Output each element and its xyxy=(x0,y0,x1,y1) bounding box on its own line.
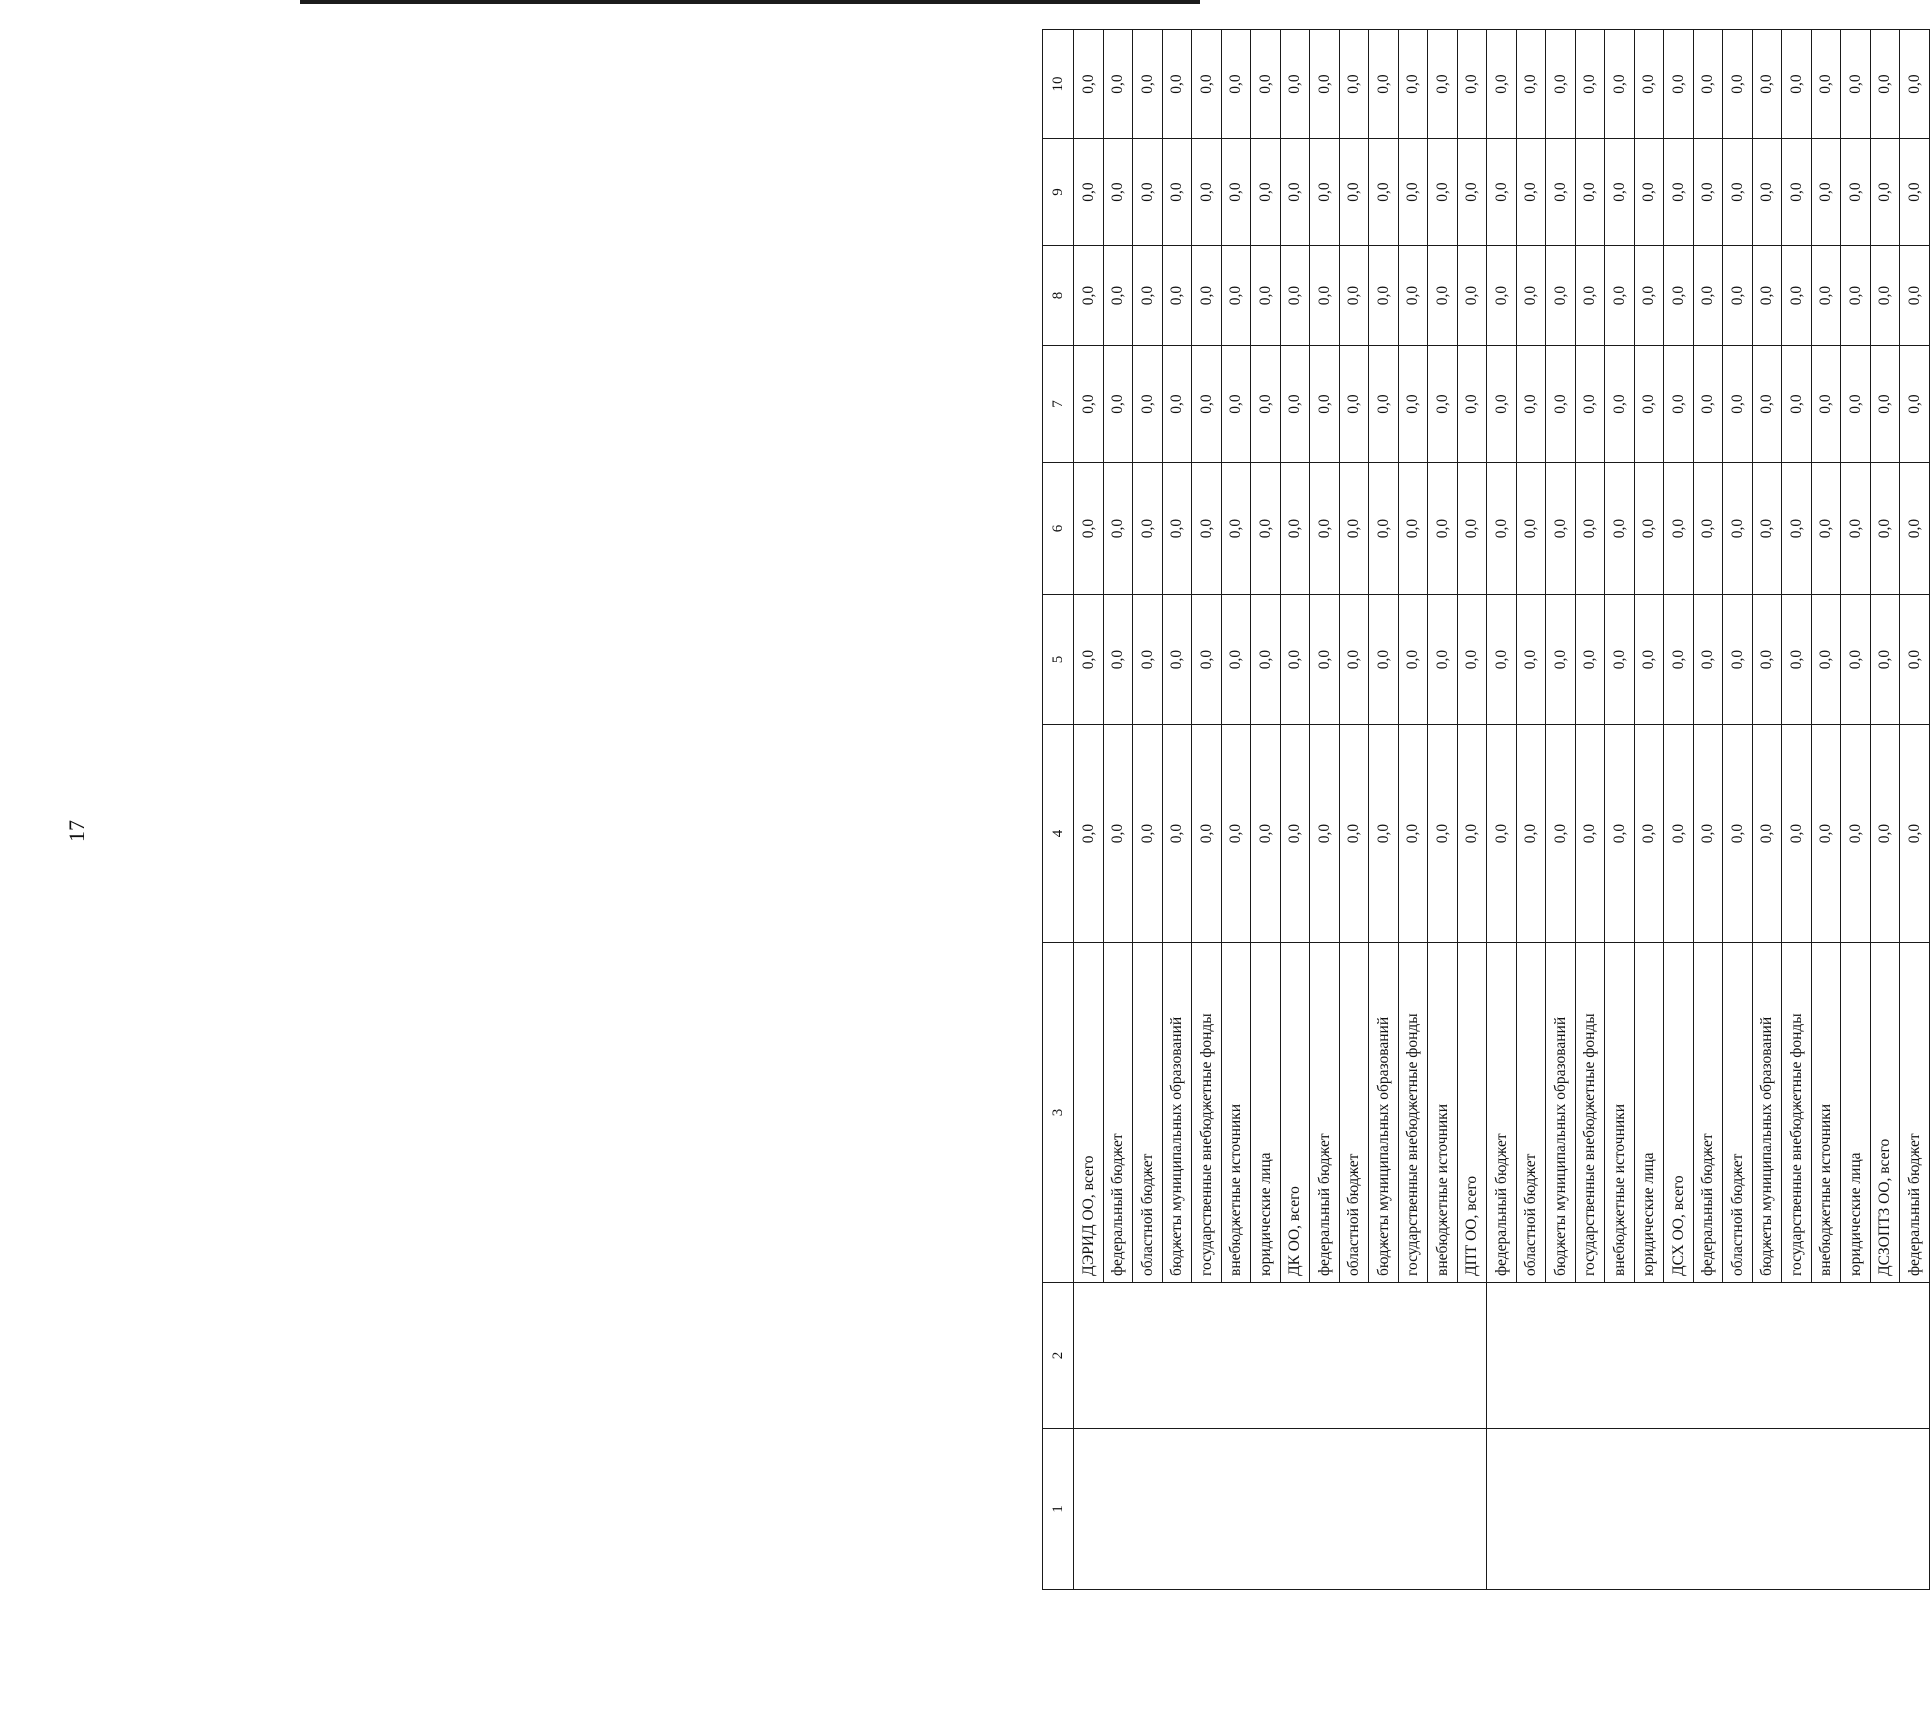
value-cell: 0,0 xyxy=(1870,246,1900,346)
value-cell: 0,0 xyxy=(1457,463,1487,595)
value-cell: 0,0 xyxy=(1162,30,1192,139)
value-cell: 0,0 xyxy=(1811,725,1841,943)
value-cell: 0,0 xyxy=(1782,725,1812,943)
value-cell: 0,0 xyxy=(1133,246,1163,346)
row-label: областной бюджет xyxy=(1339,943,1369,1283)
value-cell: 0,0 xyxy=(1310,30,1340,139)
value-cell: 0,0 xyxy=(1634,139,1664,246)
row-label: областной бюджет xyxy=(1516,943,1546,1283)
value-cell: 0,0 xyxy=(1074,139,1104,246)
value-cell: 0,0 xyxy=(1133,30,1163,139)
value-cell: 0,0 xyxy=(1428,595,1458,725)
value-cell: 0,0 xyxy=(1516,30,1546,139)
column-number-header: 4 xyxy=(1043,725,1074,943)
value-cell: 0,0 xyxy=(1546,346,1576,463)
value-cell: 0,0 xyxy=(1251,30,1281,139)
value-cell: 0,0 xyxy=(1752,139,1782,246)
row-label: юридические лица xyxy=(1634,943,1664,1283)
value-cell: 0,0 xyxy=(1280,725,1310,943)
value-cell: 0,0 xyxy=(1369,30,1399,139)
value-cell: 0,0 xyxy=(1398,139,1428,246)
value-cell: 0,0 xyxy=(1634,30,1664,139)
value-cell: 0,0 xyxy=(1870,725,1900,943)
value-cell: 0,0 xyxy=(1487,346,1517,463)
value-cell: 0,0 xyxy=(1723,463,1753,595)
value-cell: 0,0 xyxy=(1310,463,1340,595)
value-cell: 0,0 xyxy=(1162,246,1192,346)
value-cell: 0,0 xyxy=(1428,725,1458,943)
value-cell: 0,0 xyxy=(1841,463,1871,595)
value-cell: 0,0 xyxy=(1074,246,1104,346)
value-cell: 0,0 xyxy=(1782,595,1812,725)
value-cell: 0,0 xyxy=(1103,346,1133,463)
value-cell: 0,0 xyxy=(1133,725,1163,943)
row-label: ДЭРИД ОО, всего xyxy=(1074,943,1104,1283)
value-cell: 0,0 xyxy=(1516,725,1546,943)
row-label: федеральный бюджет xyxy=(1487,943,1517,1283)
value-cell: 0,0 xyxy=(1369,463,1399,595)
value-cell: 0,0 xyxy=(1900,30,1930,139)
value-cell: 0,0 xyxy=(1192,246,1222,346)
value-cell: 0,0 xyxy=(1074,595,1104,725)
table-row xyxy=(1487,30,1517,1590)
value-cell: 0,0 xyxy=(1487,246,1517,346)
value-cell: 0,0 xyxy=(1634,346,1664,463)
value-cell: 0,0 xyxy=(1339,463,1369,595)
value-cell: 0,0 xyxy=(1752,346,1782,463)
value-cell: 0,0 xyxy=(1723,346,1753,463)
value-cell: 0,0 xyxy=(1841,30,1871,139)
value-cell: 0,0 xyxy=(1074,346,1104,463)
row-label: областной бюджет xyxy=(1723,943,1753,1283)
value-cell: 0,0 xyxy=(1752,463,1782,595)
value-cell: 0,0 xyxy=(1103,139,1133,246)
column-number-header: 1 xyxy=(1043,1429,1074,1590)
value-cell: 0,0 xyxy=(1280,463,1310,595)
value-cell: 0,0 xyxy=(1900,463,1930,595)
top-border-line xyxy=(300,0,1200,4)
value-cell: 0,0 xyxy=(1811,346,1841,463)
row-label: государственные внебюджетные фонды xyxy=(1782,943,1812,1283)
value-cell: 0,0 xyxy=(1811,139,1841,246)
value-cell: 0,0 xyxy=(1723,725,1753,943)
value-cell: 0,0 xyxy=(1457,346,1487,463)
value-cell: 0,0 xyxy=(1457,139,1487,246)
value-cell: 0,0 xyxy=(1693,139,1723,246)
value-cell: 0,0 xyxy=(1221,30,1251,139)
value-cell: 0,0 xyxy=(1546,246,1576,346)
value-cell: 0,0 xyxy=(1369,595,1399,725)
value-cell: 0,0 xyxy=(1723,30,1753,139)
value-cell: 0,0 xyxy=(1398,463,1428,595)
row-label: внебюджетные источники xyxy=(1605,943,1635,1283)
value-cell: 0,0 xyxy=(1162,463,1192,595)
value-cell: 0,0 xyxy=(1752,725,1782,943)
value-cell: 0,0 xyxy=(1162,725,1192,943)
value-cell: 0,0 xyxy=(1723,139,1753,246)
value-cell: 0,0 xyxy=(1487,139,1517,246)
value-cell: 0,0 xyxy=(1192,346,1222,463)
table-header-row xyxy=(1043,30,1074,1590)
group-cell-col2 xyxy=(1074,1283,1487,1429)
value-cell: 0,0 xyxy=(1664,246,1694,346)
value-cell: 0,0 xyxy=(1339,139,1369,246)
value-cell: 0,0 xyxy=(1752,30,1782,139)
value-cell: 0,0 xyxy=(1074,463,1104,595)
value-cell: 0,0 xyxy=(1339,30,1369,139)
value-cell: 0,0 xyxy=(1870,30,1900,139)
value-cell: 0,0 xyxy=(1516,139,1546,246)
value-cell: 0,0 xyxy=(1103,725,1133,943)
value-cell: 0,0 xyxy=(1398,725,1428,943)
value-cell: 0,0 xyxy=(1251,725,1281,943)
row-label: юридические лица xyxy=(1251,943,1281,1283)
value-cell: 0,0 xyxy=(1428,463,1458,595)
value-cell: 0,0 xyxy=(1516,346,1546,463)
row-label: бюджеты муниципальных образований xyxy=(1546,943,1576,1283)
value-cell: 0,0 xyxy=(1811,463,1841,595)
value-cell: 0,0 xyxy=(1457,725,1487,943)
value-cell: 0,0 xyxy=(1251,246,1281,346)
value-cell: 0,0 xyxy=(1900,346,1930,463)
value-cell: 0,0 xyxy=(1221,246,1251,346)
value-cell: 0,0 xyxy=(1841,346,1871,463)
value-cell: 0,0 xyxy=(1752,595,1782,725)
value-cell: 0,0 xyxy=(1634,725,1664,943)
value-cell: 0,0 xyxy=(1546,725,1576,943)
value-cell: 0,0 xyxy=(1103,30,1133,139)
value-cell: 0,0 xyxy=(1693,30,1723,139)
value-cell: 0,0 xyxy=(1546,595,1576,725)
value-cell: 0,0 xyxy=(1221,725,1251,943)
value-cell: 0,0 xyxy=(1339,595,1369,725)
value-cell: 0,0 xyxy=(1133,463,1163,595)
row-label: бюджеты муниципальных образований xyxy=(1369,943,1399,1283)
value-cell: 0,0 xyxy=(1221,346,1251,463)
value-cell: 0,0 xyxy=(1841,725,1871,943)
row-label: федеральный бюджет xyxy=(1103,943,1133,1283)
value-cell: 0,0 xyxy=(1103,246,1133,346)
budget-table xyxy=(1042,29,1930,1590)
value-cell: 0,0 xyxy=(1605,463,1635,595)
value-cell: 0,0 xyxy=(1103,595,1133,725)
value-cell: 0,0 xyxy=(1339,346,1369,463)
value-cell: 0,0 xyxy=(1841,139,1871,246)
value-cell: 0,0 xyxy=(1634,246,1664,346)
value-cell: 0,0 xyxy=(1192,595,1222,725)
value-cell: 0,0 xyxy=(1074,725,1104,943)
value-cell: 0,0 xyxy=(1782,463,1812,595)
value-cell: 0,0 xyxy=(1280,346,1310,463)
value-cell: 0,0 xyxy=(1575,346,1605,463)
value-cell: 0,0 xyxy=(1870,595,1900,725)
row-label: ДСЗОПТЗ ОО, всего xyxy=(1870,943,1900,1283)
value-cell: 0,0 xyxy=(1664,139,1694,246)
value-cell: 0,0 xyxy=(1693,246,1723,346)
row-label: государственные внебюджетные фонды xyxy=(1398,943,1428,1283)
value-cell: 0,0 xyxy=(1192,463,1222,595)
value-cell: 0,0 xyxy=(1634,463,1664,595)
value-cell: 0,0 xyxy=(1516,246,1546,346)
value-cell: 0,0 xyxy=(1310,139,1340,246)
value-cell: 0,0 xyxy=(1723,246,1753,346)
page-number: 17 xyxy=(64,820,89,842)
value-cell: 0,0 xyxy=(1251,595,1281,725)
value-cell: 0,0 xyxy=(1221,595,1251,725)
value-cell: 0,0 xyxy=(1811,246,1841,346)
value-cell: 0,0 xyxy=(1664,346,1694,463)
value-cell: 0,0 xyxy=(1516,463,1546,595)
row-label: внебюджетные источники xyxy=(1221,943,1251,1283)
row-label: областной бюджет xyxy=(1133,943,1163,1283)
value-cell: 0,0 xyxy=(1664,595,1694,725)
value-cell: 0,0 xyxy=(1487,463,1517,595)
row-label: государственные внебюджетные фонды xyxy=(1192,943,1222,1283)
value-cell: 0,0 xyxy=(1634,595,1664,725)
value-cell: 0,0 xyxy=(1841,595,1871,725)
value-cell: 0,0 xyxy=(1457,30,1487,139)
row-label: ДСХ ОО, всего xyxy=(1664,943,1694,1283)
value-cell: 0,0 xyxy=(1516,595,1546,725)
rotated-table-wrapper xyxy=(1042,30,1923,1590)
value-cell: 0,0 xyxy=(1605,139,1635,246)
column-number-header: 9 xyxy=(1043,139,1074,246)
value-cell: 0,0 xyxy=(1310,246,1340,346)
value-cell: 0,0 xyxy=(1133,346,1163,463)
row-label: государственные внебюджетные фонды xyxy=(1575,943,1605,1283)
value-cell: 0,0 xyxy=(1575,463,1605,595)
column-number-header: 10 xyxy=(1043,30,1074,139)
value-cell: 0,0 xyxy=(1280,246,1310,346)
value-cell: 0,0 xyxy=(1339,725,1369,943)
group-cell-col1 xyxy=(1487,1429,1930,1590)
group-cell-col1 xyxy=(1074,1429,1487,1590)
value-cell: 0,0 xyxy=(1192,30,1222,139)
value-cell: 0,0 xyxy=(1369,346,1399,463)
value-cell: 0,0 xyxy=(1605,346,1635,463)
value-cell: 0,0 xyxy=(1251,346,1281,463)
column-number-header: 5 xyxy=(1043,595,1074,725)
value-cell: 0,0 xyxy=(1900,595,1930,725)
value-cell: 0,0 xyxy=(1693,463,1723,595)
column-number-header: 6 xyxy=(1043,463,1074,595)
value-cell: 0,0 xyxy=(1428,139,1458,246)
column-number-header: 8 xyxy=(1043,246,1074,346)
value-cell: 0,0 xyxy=(1369,246,1399,346)
value-cell: 0,0 xyxy=(1546,139,1576,246)
value-cell: 0,0 xyxy=(1782,30,1812,139)
row-label: юридические лица xyxy=(1841,943,1871,1283)
value-cell: 0,0 xyxy=(1133,139,1163,246)
value-cell: 0,0 xyxy=(1369,725,1399,943)
row-label: бюджеты муниципальных образований xyxy=(1752,943,1782,1283)
value-cell: 0,0 xyxy=(1192,725,1222,943)
value-cell: 0,0 xyxy=(1428,346,1458,463)
value-cell: 0,0 xyxy=(1280,139,1310,246)
value-cell: 0,0 xyxy=(1310,595,1340,725)
value-cell: 0,0 xyxy=(1280,595,1310,725)
value-cell: 0,0 xyxy=(1369,139,1399,246)
value-cell: 0,0 xyxy=(1664,725,1694,943)
value-cell: 0,0 xyxy=(1605,30,1635,139)
value-cell: 0,0 xyxy=(1133,595,1163,725)
value-cell: 0,0 xyxy=(1870,346,1900,463)
value-cell: 0,0 xyxy=(1310,725,1340,943)
value-cell: 0,0 xyxy=(1870,463,1900,595)
value-cell: 0,0 xyxy=(1546,30,1576,139)
value-cell: 0,0 xyxy=(1251,139,1281,246)
value-cell: 0,0 xyxy=(1605,725,1635,943)
value-cell: 0,0 xyxy=(1782,346,1812,463)
value-cell: 0,0 xyxy=(1693,595,1723,725)
table-row xyxy=(1074,30,1104,1590)
value-cell: 0,0 xyxy=(1575,595,1605,725)
value-cell: 0,0 xyxy=(1811,30,1841,139)
value-cell: 0,0 xyxy=(1221,139,1251,246)
value-cell: 0,0 xyxy=(1782,139,1812,246)
column-number-header: 2 xyxy=(1043,1283,1074,1429)
column-number-header: 3 xyxy=(1043,943,1074,1283)
value-cell: 0,0 xyxy=(1664,463,1694,595)
value-cell: 0,0 xyxy=(1487,725,1517,943)
value-cell: 0,0 xyxy=(1457,595,1487,725)
value-cell: 0,0 xyxy=(1280,30,1310,139)
value-cell: 0,0 xyxy=(1546,463,1576,595)
value-cell: 0,0 xyxy=(1103,463,1133,595)
value-cell: 0,0 xyxy=(1398,30,1428,139)
value-cell: 0,0 xyxy=(1457,246,1487,346)
value-cell: 0,0 xyxy=(1192,139,1222,246)
value-cell: 0,0 xyxy=(1900,246,1930,346)
row-label: ДК ОО, всего xyxy=(1280,943,1310,1283)
row-label: федеральный бюджет xyxy=(1693,943,1723,1283)
value-cell: 0,0 xyxy=(1310,346,1340,463)
value-cell: 0,0 xyxy=(1487,595,1517,725)
value-cell: 0,0 xyxy=(1811,595,1841,725)
value-cell: 0,0 xyxy=(1605,595,1635,725)
value-cell: 0,0 xyxy=(1605,246,1635,346)
value-cell: 0,0 xyxy=(1428,246,1458,346)
group-cell-col2 xyxy=(1487,1283,1930,1429)
value-cell: 0,0 xyxy=(1428,30,1458,139)
value-cell: 0,0 xyxy=(1487,30,1517,139)
value-cell: 0,0 xyxy=(1664,30,1694,139)
column-number-header: 7 xyxy=(1043,346,1074,463)
value-cell: 0,0 xyxy=(1752,246,1782,346)
value-cell: 0,0 xyxy=(1723,595,1753,725)
value-cell: 0,0 xyxy=(1693,346,1723,463)
row-label: ДПТ ОО, всего xyxy=(1457,943,1487,1283)
row-label: федеральный бюджет xyxy=(1900,943,1930,1283)
row-label: федеральный бюджет xyxy=(1310,943,1340,1283)
value-cell: 0,0 xyxy=(1575,725,1605,943)
value-cell: 0,0 xyxy=(1398,346,1428,463)
value-cell: 0,0 xyxy=(1575,139,1605,246)
value-cell: 0,0 xyxy=(1398,246,1428,346)
value-cell: 0,0 xyxy=(1841,246,1871,346)
row-label: бюджеты муниципальных образований xyxy=(1162,943,1192,1283)
row-label: внебюджетные источники xyxy=(1811,943,1841,1283)
value-cell: 0,0 xyxy=(1339,246,1369,346)
value-cell: 0,0 xyxy=(1251,463,1281,595)
value-cell: 0,0 xyxy=(1575,246,1605,346)
value-cell: 0,0 xyxy=(1074,30,1104,139)
value-cell: 0,0 xyxy=(1900,725,1930,943)
value-cell: 0,0 xyxy=(1693,725,1723,943)
value-cell: 0,0 xyxy=(1398,595,1428,725)
value-cell: 0,0 xyxy=(1162,595,1192,725)
value-cell: 0,0 xyxy=(1900,139,1930,246)
row-label: внебюджетные источники xyxy=(1428,943,1458,1283)
value-cell: 0,0 xyxy=(1870,139,1900,246)
value-cell: 0,0 xyxy=(1162,346,1192,463)
value-cell: 0,0 xyxy=(1575,30,1605,139)
value-cell: 0,0 xyxy=(1782,246,1812,346)
value-cell: 0,0 xyxy=(1221,463,1251,595)
value-cell: 0,0 xyxy=(1162,139,1192,246)
